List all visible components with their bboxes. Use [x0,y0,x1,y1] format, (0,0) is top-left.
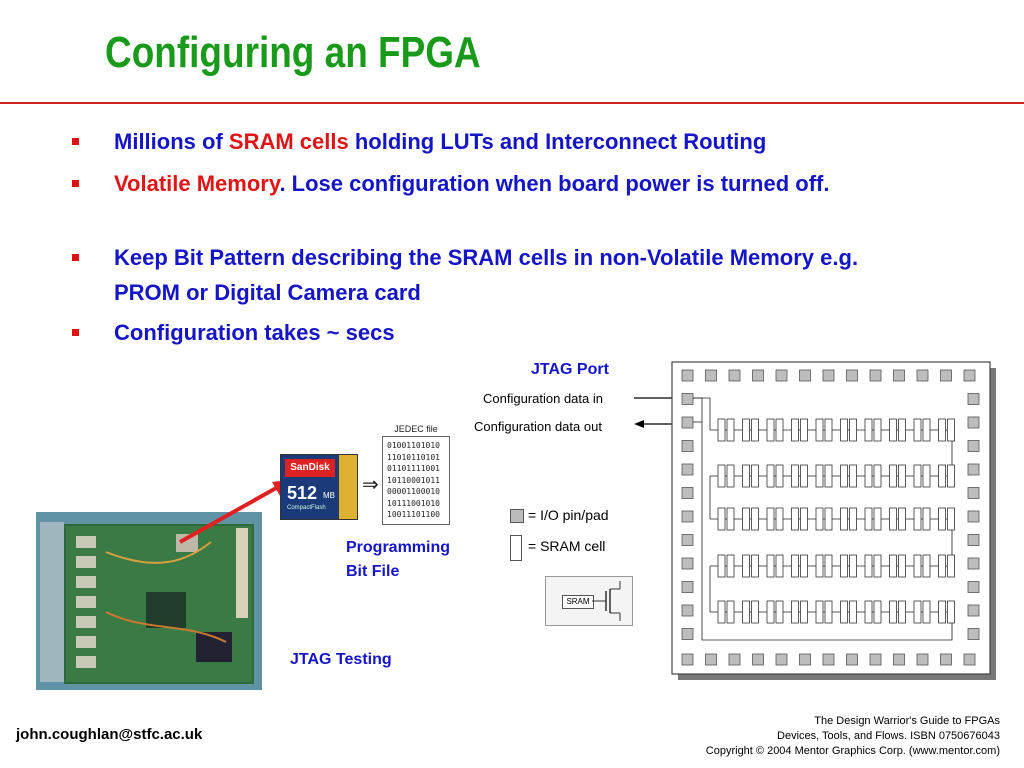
bullet-1-text-b: holding LUTs and Interconnect Routing [348,129,767,154]
sram-cell [816,601,823,623]
io-pad [847,654,858,665]
sram-cell [850,419,857,441]
bullet-1-text-a: Millions of [114,129,229,154]
io-pad [968,464,979,475]
jedec-bit-row: 00001100010 [387,487,440,496]
sram-cell [850,508,857,530]
sram-cell [914,555,921,577]
sram-cell [825,419,832,441]
sram-cell [914,508,921,530]
io-pad [968,488,979,499]
sram-cell [923,419,930,441]
jedec-bit-row: 10011101100 [387,510,440,519]
sram-cell [718,555,725,577]
sram-cell [850,465,857,487]
io-pad [941,654,952,665]
sram-cell [890,508,897,530]
sram-cell [874,465,881,487]
bullet-2-text: . Lose configuration when board power is turned off. [279,171,830,196]
config-data-in-label: Configuration data in [483,391,603,406]
io-pad [800,370,811,381]
io-pad [894,370,905,381]
sram-cell-legend-icon [510,535,522,561]
sram-cell [752,601,759,623]
card-edge [339,455,357,519]
sram-cell [865,508,872,530]
footer-ref-line-3: Copyright © 2004 Mentor Graphics Corp. (www.mentor.com) [705,745,1000,757]
io-pad [706,370,717,381]
footer-ref-line-2: Devices, Tools, and Flows. ISBN 0750676043 [777,730,1000,742]
sram-cell [752,419,759,441]
sram-cell [923,601,930,623]
programming-line-1: Programming [346,539,451,556]
io-pad-legend-icon [510,509,524,523]
io-pad [682,605,693,616]
sram-cell [767,555,774,577]
io-pad [894,654,905,665]
sram-cell [718,465,725,487]
sram-cell [923,555,930,577]
sram-cell [801,465,808,487]
sram-cell [865,419,872,441]
io-pad [753,370,764,381]
io-pad [968,511,979,522]
sram-cell [743,419,750,441]
sram-cell [874,419,881,441]
io-pad [968,629,979,640]
sram-cell [939,601,946,623]
sram-cell [776,555,783,577]
sram-cell [899,555,906,577]
io-pad [968,582,979,593]
sram-cell [792,601,799,623]
sram-cell [767,601,774,623]
sram-cell [718,419,725,441]
sram-cell [923,465,930,487]
io-pad [800,654,811,665]
sram-cell [727,465,734,487]
transistor-icon [592,581,628,621]
programming-line-2: Bit File [346,563,400,580]
sram-cell [801,601,808,623]
sram-cell [718,508,725,530]
io-pad [682,464,693,475]
card-capacity: 512 [287,483,318,503]
sram-cell [948,555,955,577]
sram-cell [801,555,808,577]
sram-cell [752,465,759,487]
io-pad [682,394,693,405]
sram-cell [792,555,799,577]
io-pad [968,394,979,405]
sram-cell [939,465,946,487]
sram-cell [801,419,808,441]
sram-cell [899,419,906,441]
sram-cell [841,508,848,530]
sram-cell [939,555,946,577]
sram-cell [727,508,734,530]
sram-cell [767,508,774,530]
sram-cell [825,555,832,577]
sram-cell [776,601,783,623]
bullet-4-text: Configuration takes ~ secs [114,320,395,345]
io-pad [823,654,834,665]
sram-cell [939,419,946,441]
sram-cell [743,555,750,577]
sram-cell [865,601,872,623]
sram-cell [776,508,783,530]
footer-email: john.coughlan@stfc.ac.uk [16,726,203,743]
sram-cell [948,465,955,487]
sram-cell [727,419,734,441]
jedec-bit-row: 10111001010 [387,498,440,508]
bullet-marker [72,329,79,336]
io-pad [682,417,693,428]
io-pad [682,441,693,452]
sram-cell [865,465,872,487]
sram-cell [899,601,906,623]
jedec-file [382,424,450,525]
io-pad [682,582,693,593]
bullet-2-highlight: Volatile Memory [114,171,280,196]
sram-cell [890,419,897,441]
bullet-3-text: Keep Bit Pattern describing the SRAM cells in non-Volatile Memory e.g. PROM or Digital Camera card [114,245,859,305]
sram-cell [743,465,750,487]
io-pad [968,535,979,546]
sram-cell [776,419,783,441]
sram-cell [914,419,921,441]
jedec-title: JEDEC file [394,424,438,434]
sram-cell [874,555,881,577]
sram-cell [792,419,799,441]
io-pad [847,370,858,381]
sram-cell [914,465,921,487]
sram-cell [776,465,783,487]
card-unit: MB [323,491,335,500]
io-pad [776,654,787,665]
sram-cell [792,508,799,530]
sram-cell [899,465,906,487]
io-pad [964,370,975,381]
io-pad [964,654,975,665]
sram-cell [752,555,759,577]
sram-cell [850,601,857,623]
jtag-testing-label: JTAG Testing [290,651,392,668]
jedec-bit-row: 10110001011 [387,475,440,485]
sram-cell [801,508,808,530]
io-pad [917,370,928,381]
footer-reference [706,714,1000,759]
io-pad [729,654,740,665]
sram-cell [816,419,823,441]
sram-cell [850,555,857,577]
sram-cell [743,508,750,530]
legend-sram-label: = SRAM cell [528,538,606,554]
fpga-chip-diagram [670,360,1000,682]
sram-cell [948,601,955,623]
sram-cell [752,508,759,530]
sram-cell [874,508,881,530]
sram-cell [948,508,955,530]
io-pad [776,370,787,381]
sram-cell [841,601,848,623]
sram-cell [816,508,823,530]
sram-cell [816,465,823,487]
sram-transistor-box [545,576,633,626]
io-pad [968,558,979,569]
io-pad [823,370,834,381]
io-pad [682,488,693,499]
io-pad [682,511,693,522]
sram-cell [727,555,734,577]
io-pad [917,654,928,665]
sram-cell [939,508,946,530]
sram-cell [767,419,774,441]
sram-cell [890,601,897,623]
sram-cell [865,555,872,577]
io-pad [870,370,881,381]
sram-box-label: SRAM [562,595,594,609]
sram-cell [914,601,921,623]
sram-cell [727,601,734,623]
jedec-bits-box [382,436,450,525]
transfer-arrow-icon: ⇒ [362,474,379,496]
sram-cell [825,465,832,487]
legend-io-label: = I/O pin/pad [528,507,609,523]
sram-cell [948,419,955,441]
card-brand: SanDisk [285,459,335,477]
sram-cell [825,508,832,530]
title-divider [0,102,1024,104]
io-pad [753,654,764,665]
io-pad [941,370,952,381]
jedec-bit-row: 01101111001 [387,464,440,473]
bullet-marker [72,180,79,187]
io-pad [968,605,979,616]
sram-cell [825,601,832,623]
jedec-bit-row: 01001101010 [387,441,440,450]
card-type: CompactFlash [287,505,326,511]
sram-cell [923,508,930,530]
io-pad [968,417,979,428]
sram-cell [792,465,799,487]
sram-cell [841,555,848,577]
io-pad [968,441,979,452]
config-data-out-label: Configuration data out [474,419,602,434]
footer-ref-line-1: The Design Warrior's Guide to FPGAs [814,715,1000,727]
jedec-bit-row: 11010110101 [387,452,440,462]
sandisk-card [280,454,358,520]
sram-cell [841,465,848,487]
io-pad [682,629,693,640]
sram-cell [841,419,848,441]
sram-cell [767,465,774,487]
io-pad [682,535,693,546]
io-pad [682,558,693,569]
io-pad [729,370,740,381]
sram-cell [743,601,750,623]
sram-cell [890,465,897,487]
io-pad [682,370,693,381]
sram-cell [874,601,881,623]
sram-cell [718,601,725,623]
bullet-marker [72,254,79,261]
slide-title: Configuring an FPGA [105,28,481,77]
io-pad [682,654,693,665]
io-pad [706,654,717,665]
sram-cell [816,555,823,577]
programming-bit-file-label [346,536,450,584]
bullet-1-highlight: SRAM cells [228,129,349,154]
io-pad [870,654,881,665]
jtag-port-label: JTAG Port [531,361,609,378]
sram-cell [899,508,906,530]
sram-cell [890,555,897,577]
bullet-marker [72,138,79,145]
